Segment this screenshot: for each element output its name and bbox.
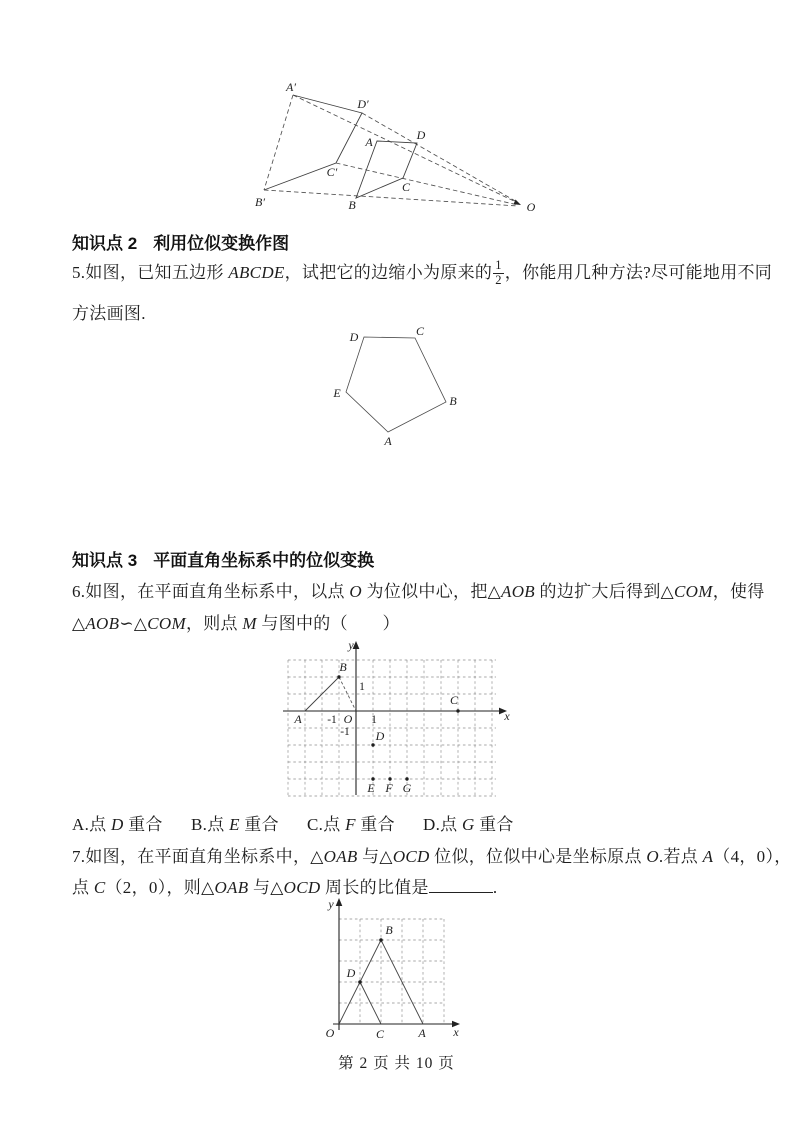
problem5-line2: 方法画图.: [72, 304, 146, 323]
option-b: B.点 E 重合: [191, 815, 279, 834]
problem5-line1: 5.如图，已知五边形 ABCDE，试把它的边缩小为原来的 $\frac{1}{2}$ ，你能用几种方法?尽可能地用不同: [72, 258, 773, 287]
kp2-heading: [72, 229, 289, 254]
label-D: D: [375, 729, 385, 743]
edge-ApBp: [264, 95, 293, 190]
label-O: O: [343, 712, 353, 726]
label-E: E: [367, 781, 375, 795]
pentagon-outline: [346, 337, 446, 432]
label-A: A: [418, 1026, 426, 1040]
kp3-title: 平面直角坐标系中的位似变换: [153, 551, 375, 570]
label-O: O: [325, 1026, 335, 1040]
label-D: D: [416, 128, 426, 142]
grid-horizontal-lines: [288, 660, 496, 796]
label-C: C: [401, 180, 411, 194]
kp3-heading: [72, 546, 374, 571]
option-a: A.点 D 重合: [72, 815, 163, 834]
x-axis-label: x: [504, 709, 510, 723]
quad-prime-edges: [264, 95, 362, 190]
x-axis-label: x: [453, 1025, 459, 1039]
label-A: A: [294, 712, 302, 726]
option-d: D.点 G 重合: [423, 815, 514, 834]
grid-vertical-lines: [360, 919, 444, 1024]
figure-grid-problem6: [281, 640, 513, 798]
label-D: D: [349, 330, 359, 344]
label-C: C: [449, 693, 459, 707]
label-D-prime: D′: [357, 97, 369, 111]
option-c: C.点 F 重合: [307, 815, 395, 834]
label-C: C: [415, 324, 425, 338]
tick-neg1-x: -1: [327, 714, 337, 726]
label-A: A: [365, 135, 373, 149]
y-axis-label: y: [348, 638, 354, 652]
point-D: [358, 980, 362, 984]
label-A: A: [384, 434, 392, 448]
problem6-line1: 6.如图，在平面直角坐标系中，以点 O 为位似中心，把△AOB 的边扩大后得到△COM，使得: [72, 582, 765, 601]
figure-pentagon-ABCDE: [325, 322, 470, 452]
label-B-prime: B′: [255, 195, 265, 209]
figure-grid-problem7: [318, 897, 465, 1045]
kp2-title: 利用位似变换作图: [153, 234, 290, 253]
tick-pos1-x: 1: [371, 714, 377, 726]
problem7-line2: 点 C（2，0），则△OAB 与△OCD 周长的比值是 .: [72, 873, 497, 898]
homothety-rays: [264, 95, 518, 206]
figure-homothety-quadrilaterals: [248, 80, 548, 218]
label-D: D: [346, 966, 356, 980]
page-footer: 第 2 页 共 10 页: [338, 1055, 455, 1072]
tick-pos1-y: 1: [359, 681, 365, 693]
problem7-line1: 7.如图，在平面直角坐标系中，△OAB 与△OCD 位似，位似中心是坐标原点 O.若点 A（4，0），: [72, 847, 792, 866]
point-B: [379, 938, 383, 942]
label-B: B: [385, 923, 393, 937]
point-B: [337, 675, 340, 678]
label-A-prime: A′: [286, 80, 296, 94]
label-B: B: [348, 198, 356, 212]
point-C: [456, 709, 459, 712]
label-F: F: [385, 781, 393, 795]
y-axis-label: y: [328, 897, 334, 911]
label-O: O: [526, 200, 536, 214]
label-C: C: [375, 1027, 385, 1041]
label-G: G: [402, 781, 412, 795]
problem6-line2: △AOB∽△COM，则点 M 与图中的（ ）: [72, 614, 400, 633]
fraction-one-half: $\frac{1}{2}$: [495, 258, 502, 287]
y-axis-arrow: [336, 898, 343, 906]
kp2-number: 知识点 2: [72, 234, 138, 253]
answer-blank: [429, 875, 493, 893]
tick-neg1-y: -1: [340, 726, 350, 738]
point-D: [371, 743, 374, 746]
label-B: B: [339, 660, 347, 674]
kp3-number: 知识点 3: [72, 551, 138, 570]
label-E: E: [333, 386, 341, 400]
label-C-prime: C′: [326, 165, 338, 179]
label-B: B: [449, 394, 457, 408]
